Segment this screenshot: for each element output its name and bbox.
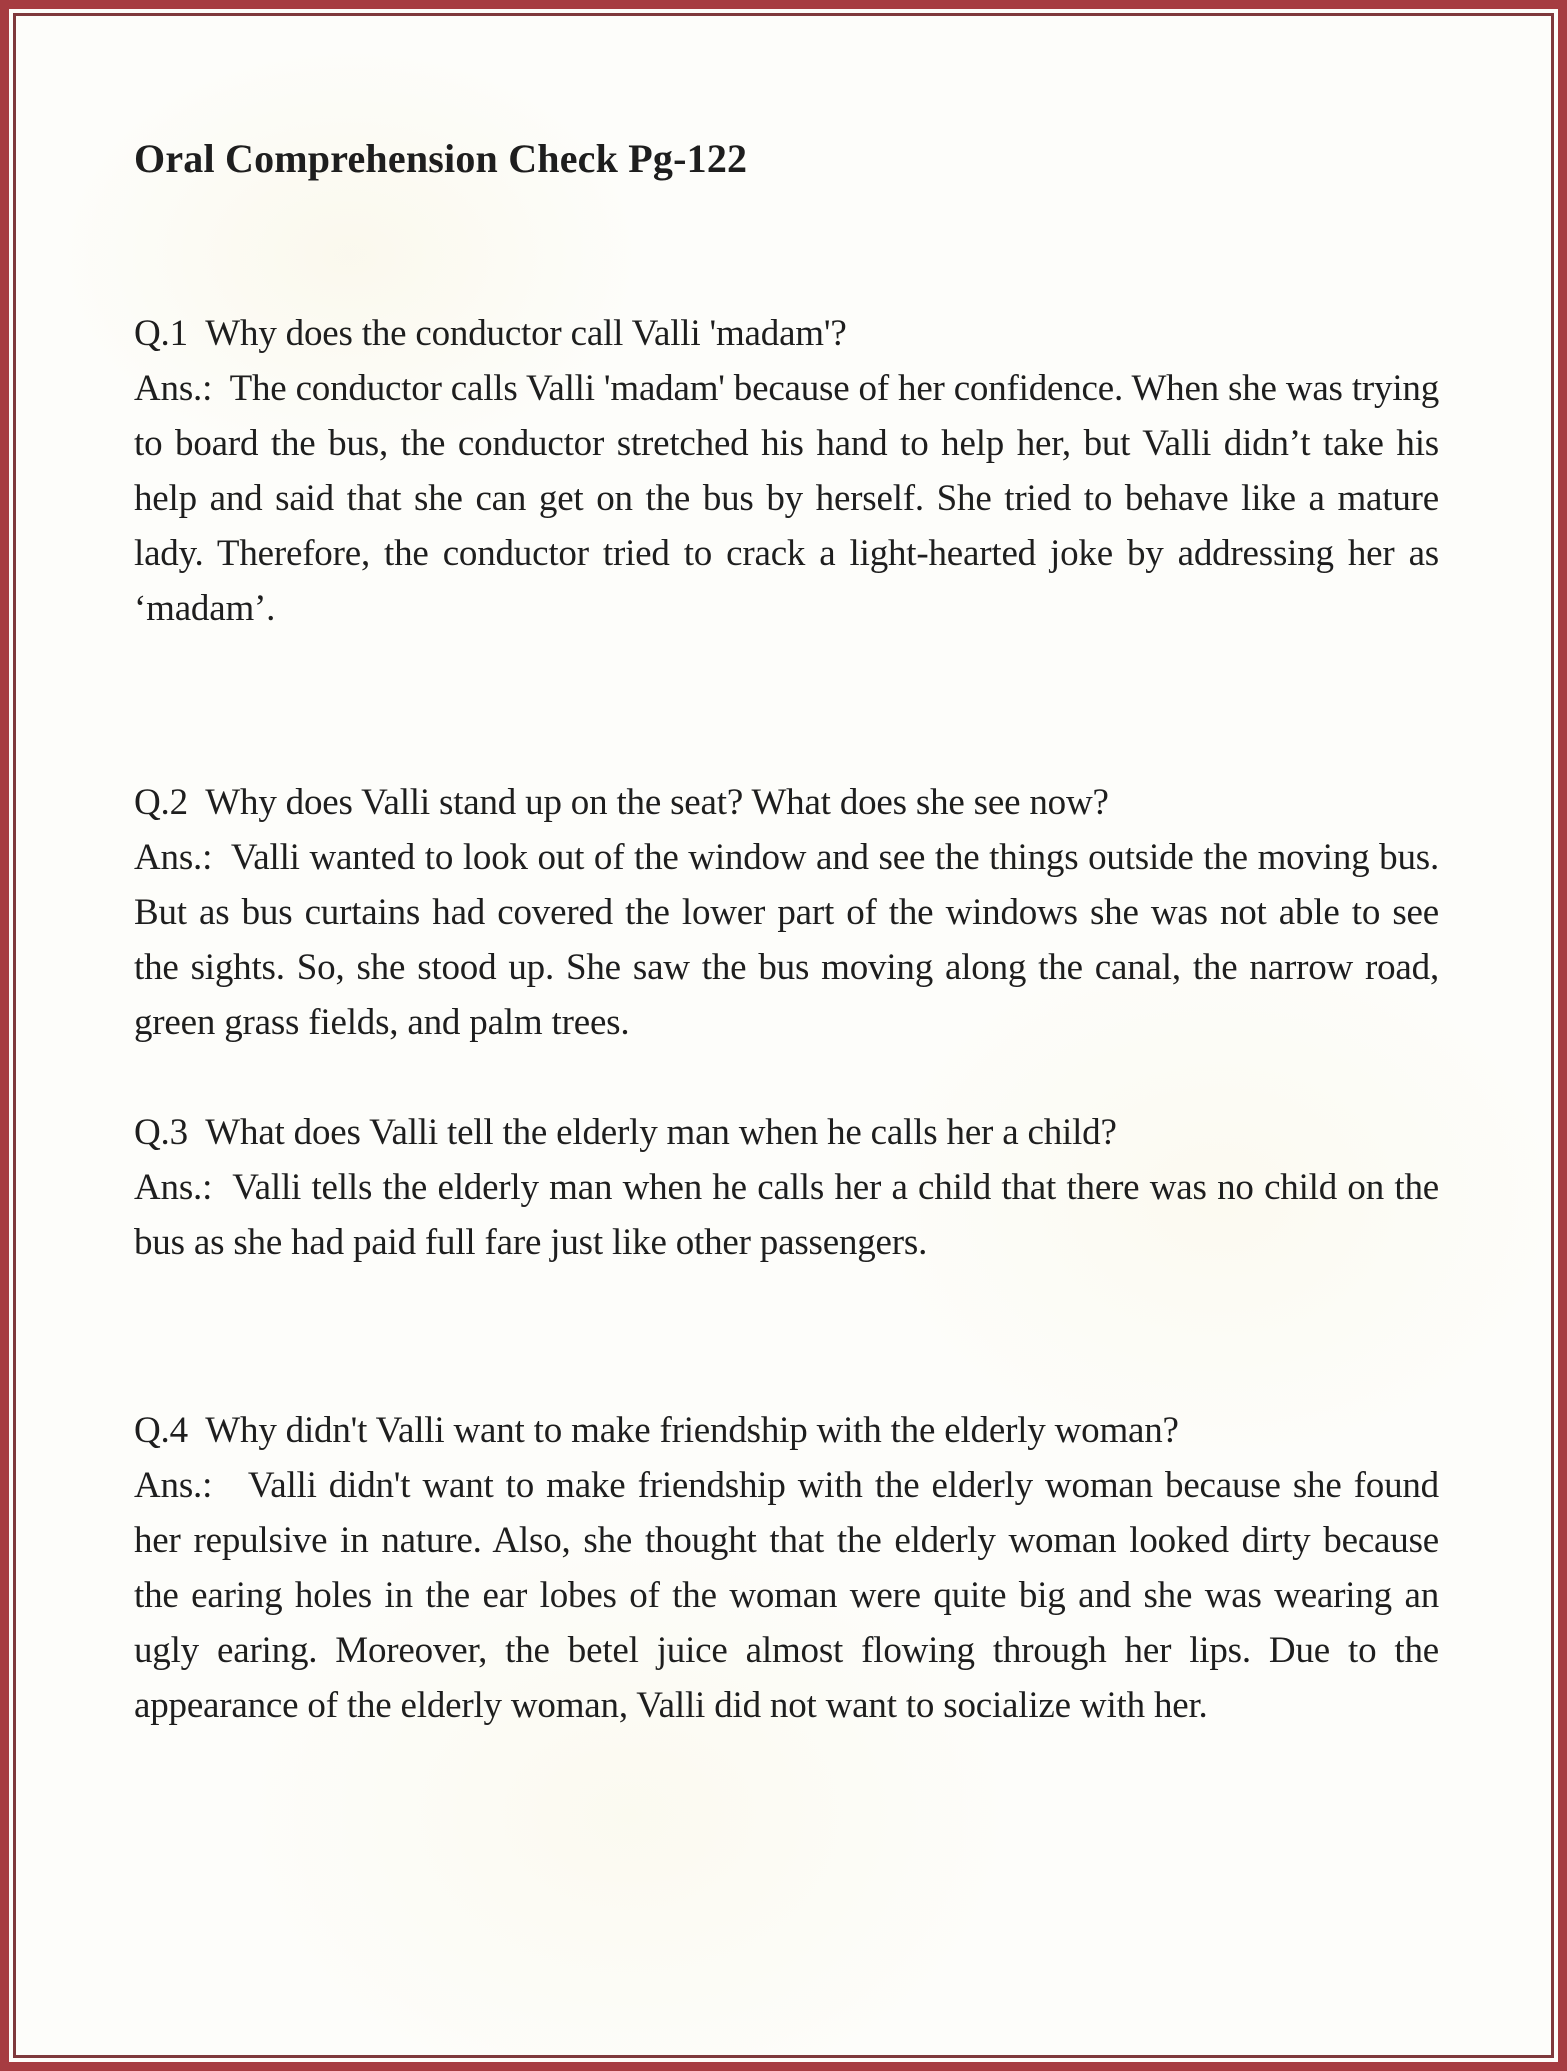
qa-block-4 xyxy=(134,1403,1439,1733)
question-3: Q.3 What does Valli tell the elderly man when he calls her a child? xyxy=(134,1112,1117,1153)
page-content xyxy=(16,16,1551,2055)
question-2: Q.2 Why does Valli stand up on the seat? What does she see now? xyxy=(134,782,1109,823)
question-1: Q.1 Why does the conductor call Valli 'madam'? xyxy=(134,313,847,354)
answer-1: Ans.: The conductor calls Valli 'madam' because of her confidence. When she was trying to board the bus, the conductor stretched his hand to help her, but Valli didn’t take his help and said that she can get on the bus by herself. She tried to behave like a mature lady. Therefore, the conductor tried to crack a light-hearted joke by addressing her as ‘madam’. xyxy=(134,368,1439,629)
question-4: Q.4 Why didn't Valli want to make friendship with the elderly woman? xyxy=(134,1410,1179,1451)
answer-2: Ans.: Valli wanted to look out of the window and see the things outside the moving bus. But as bus curtains had covered the lower part of the windows she was not able to see the sights. So, she stood up. She saw the bus moving along the canal, the narrow road, green grass fields, and palm trees. xyxy=(134,837,1439,1043)
answer-4: Ans.: Valli didn't want to make friendship with the elderly woman because she found her repulsive in nature. Also, she thought that the elderly woman looked dirty because the earing holes in the ear lobes of the woman were quite big and she was wearing an ugly earing. Moreover, the betel juice almost flowing through her lips. Due to the appearance of the elderly woman, Valli did not want to socialize with her. xyxy=(134,1465,1439,1726)
page-title: Oral Comprehension Check Pg-122 xyxy=(134,136,748,181)
answer-3: Ans.: Valli tells the elderly man when he calls her a child that there was no child on the bus as she had paid full fare just like other passengers. xyxy=(134,1167,1439,1263)
qa-block-1 xyxy=(134,306,1439,636)
qa-block-2 xyxy=(134,775,1439,1050)
qa-block-3 xyxy=(134,1105,1439,1270)
